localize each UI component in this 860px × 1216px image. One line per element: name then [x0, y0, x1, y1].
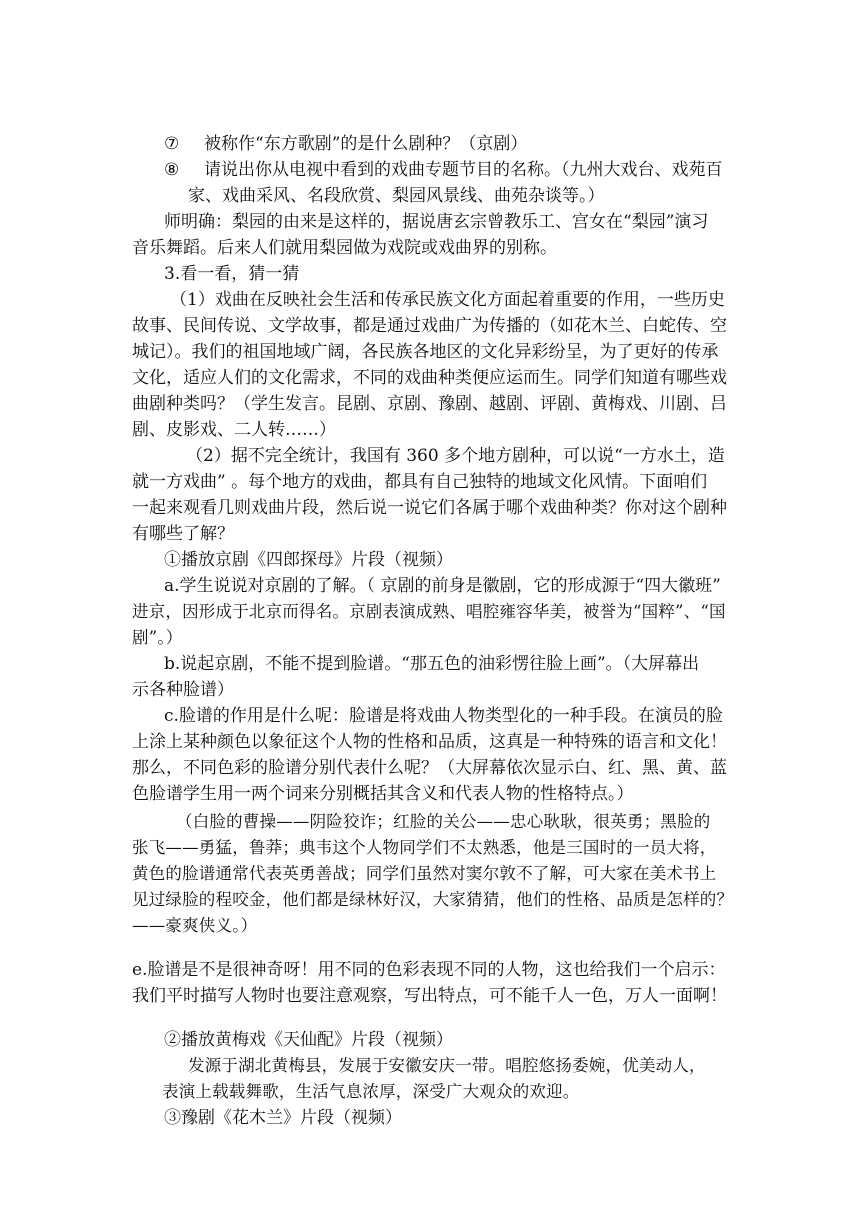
- huangmei-desc-line: 表演上载载舞歌，生活气息浓厚，深受广大观众的欢迎。: [162, 1082, 580, 1101]
- paragraph-1-line: 城记）。我们的祖国地域广阔，各民族各地区的文化异彩纷呈，为了更好的传承: [132, 342, 719, 362]
- face-colors-line: 见过绿脸的程咬金，他们都是绿林好汉，大家猜猜，他们的性格、品质是怎样的？: [132, 890, 734, 909]
- paragraph-2-line: （2）据不完全统计，我国有 360 多个地方剧种，可以说“一方水土，造: [186, 446, 725, 466]
- section-3-heading: 3.看一看，猜一猜: [164, 264, 300, 284]
- jingju-a-line: 剧”。）: [132, 628, 183, 647]
- jingju-e-line: e.脸谱是不是很神奇呀！用不同的色彩表现不同的人物，这也给我们一个启示：: [132, 960, 726, 980]
- question-number: ⑦: [164, 134, 180, 154]
- face-colors-line: ——豪爽侠义。）: [132, 916, 258, 935]
- paragraph-2-line: 一起来观看几则戏曲片段，然后说一说它们各属于哪个戏曲种类？你对这个剧种: [132, 498, 727, 518]
- yuju-clip-heading: ③豫剧《花木兰》片段（视频）: [164, 1108, 402, 1128]
- paragraph-2-line: 有哪些了解？: [132, 524, 234, 544]
- face-colors-line: 黄色的脸谱通常代表英勇善战；同学们虽然对窦尔敦不了解，可大家在美术书上: [132, 864, 717, 883]
- jingju-c-line: 那么，不同色彩的脸谱分别代表什么呢？（大屏幕依次显示白、红、黑、黄、蓝: [132, 758, 727, 778]
- question-number: ⑧: [164, 160, 180, 180]
- question-7: [164, 131, 527, 157]
- teacher-note-line-1: 师明确：梨园的由来是这样的，据说唐玄宗曾教乐工、宫女在“梨园”演习: [164, 212, 709, 232]
- question-8-line-2: 家、戏曲采风、名段欣赏、梨园风景线、曲苑杂谈等。）: [188, 186, 605, 206]
- jingju-clip-heading: ①播放京剧《四郎探母》片段（视频）: [164, 550, 453, 570]
- jingju-a-line: 进京，因形成于北京而得名。京剧表演成熟、唱腔雍容华美，被誉为“国粹”、“国: [132, 602, 726, 621]
- paragraph-1-line: 剧、皮影戏、二人转……）: [132, 420, 336, 440]
- teacher-note-line-2: 音乐舞蹈。后来人们就用梨园做为戏院或戏曲界的别称。: [132, 238, 557, 258]
- jingju-e-line: 我们平时描写人物时也要注意观察，写出特点，可不能千人一色，万人一面啊！: [132, 986, 727, 1006]
- question-text: 被称作“东方歌剧”的是什么剧种？（京剧）: [204, 134, 528, 154]
- paragraph-2-line: 就一方戏曲” 。每个地方的戏曲，都具有自己独特的地域文化风情。下面咱们: [132, 472, 708, 492]
- huangmei-clip-heading: ②播放黄梅戏《天仙配》片段（视频）: [164, 1030, 453, 1050]
- face-colors-line: 张飞——勇猛，鲁莽；典韦这个人物同学们不太熟悉，他是三国时的一员大将，: [132, 838, 717, 857]
- jingju-b-line: 示各种脸谱）: [132, 680, 234, 700]
- paragraph-1-line: 故事、民间传说、文学故事，都是通过戏曲广为传播的（如花木兰、白蛇传、空: [132, 316, 727, 336]
- huangmei-desc-line: 发源于湖北黄梅县，发展于安徽安庆一带。唱腔悠扬委婉，优美动人，: [188, 1056, 706, 1075]
- face-colors-line: （白脸的曹操——阴险狡诈；红脸的关公——忠心耿耿，很英勇；黑脸的: [176, 812, 711, 831]
- jingju-c-line: 上涂上某种颜色以象征这个人物的性格和品质，这真是一种特殊的语言和文化！: [132, 732, 727, 752]
- paragraph-1-line: 曲剧种类吗？（学生发言。昆剧、京剧、豫剧、越剧、评剧、黄梅戏、川剧、吕: [132, 394, 727, 414]
- question-text: 请说出你从电视中看到的戏曲专题节目的名称。（九州大戏台、戏苑百: [204, 160, 723, 180]
- paragraph-1-line: （1）戏曲在反映社会生活和传承民族文化方面起着重要的作用，一些历史: [170, 290, 725, 310]
- jingju-c-line: c.脸谱的作用是什么呢：脸谱是将戏曲人物类型化的一种手段。在演员的脸: [164, 706, 723, 726]
- paragraph-1-line: 文化，适应人们的文化需求，不同的戏曲种类便应运而生。同学们知道有哪些戏: [132, 368, 727, 388]
- jingju-a-line: a.学生说说对京剧的了解。（ 京剧的前身是徽剧，它的形成源于“四大徽班”: [164, 576, 721, 596]
- jingju-b-line: b.说起京剧，不能不提到脸谱。“那五色的油彩愣往脸上画”。（大屏幕出: [164, 654, 700, 674]
- question-8: [164, 157, 723, 183]
- jingju-c-line: 色脸谱学生用一两个词来分别概括其含义和代表人物的性格特点。）: [132, 784, 634, 804]
